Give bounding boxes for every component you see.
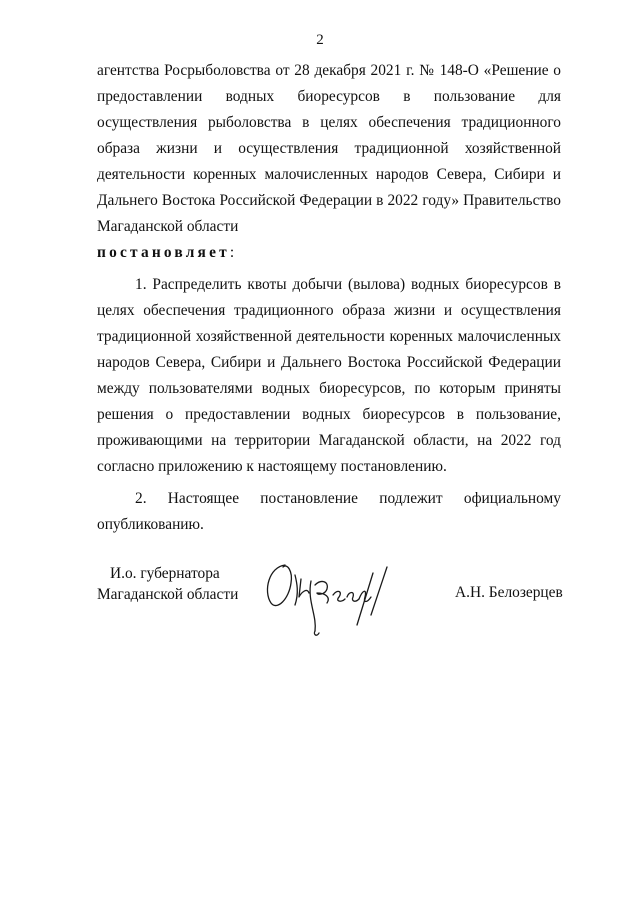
decree-word: постановляет bbox=[97, 244, 230, 261]
intro-paragraph: агентства Росрыболовства от 28 декабря 2021 г. № 148-О «Решение о предоставлении водных биоресурсов в пользование для осуществления рыболовства в целях обеспечения традиционного образа жизни и осуществления традиционной хозяйственной деятельности коренных малочисленных народов Севера, Сибири и Дальнего Востока Российской Федерации в 2022 году» Правительство Магаданской области bbox=[97, 62, 561, 235]
item-2-paragraph: 2. Настоящее постановление подлежит официальному опубликованию. bbox=[97, 490, 561, 533]
item-1-paragraph: 1. Распределить квоты добычи (вылова) водных биоресурсов в целях обеспечения традиционного образа жизни и осуществления традиционной хозяйственной деятельности коренных малочисленных народов Севера, Сибири и Дальнего Востока Российской Федерации между пользователями водных биоресурсов, по которым приняты решения о предоставлении водных биоресурсов в пользование, проживающими на территории Магаданской области, на 2022 год согласно приложению к настоящему постановлению. bbox=[97, 276, 561, 475]
page-number: 2 bbox=[316, 32, 324, 48]
handwritten-signature bbox=[255, 553, 405, 643]
signer-name: А.Н. Белозерцев bbox=[455, 584, 563, 601]
document-body bbox=[97, 58, 561, 538]
signatory-position bbox=[97, 563, 238, 605]
position-line-2: Магаданской области bbox=[97, 586, 239, 603]
decree-colon: : bbox=[229, 244, 235, 261]
position-line-1: И.о. губернатора bbox=[110, 565, 220, 582]
decree-line bbox=[97, 240, 561, 266]
